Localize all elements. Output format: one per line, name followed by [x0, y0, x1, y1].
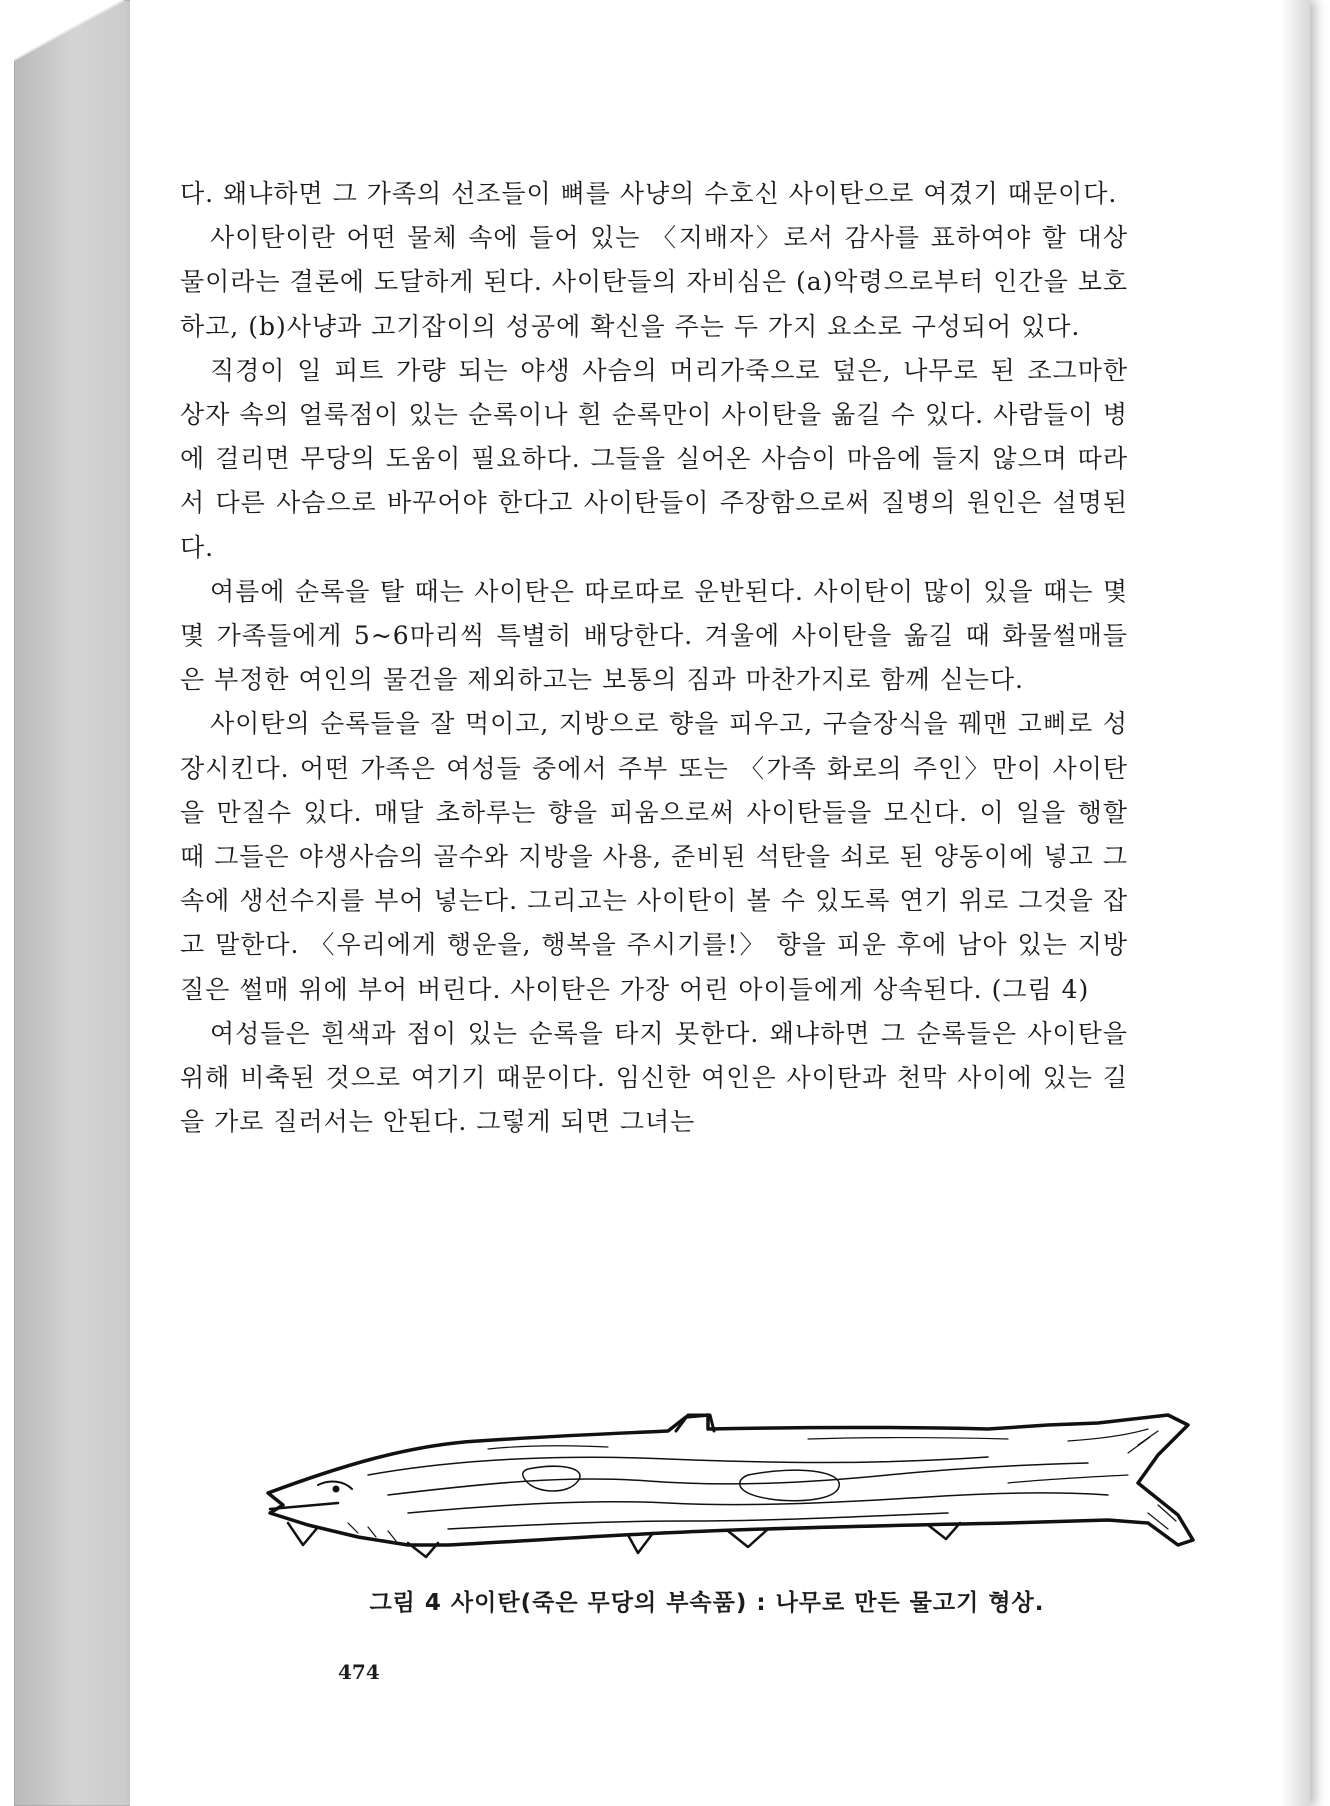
paragraph: 사이탄이란 어떤 물체 속에 들어 있는 〈지배자〉로서 감사를 표하여야 할 대상물이라는 결론에 도달하게 된다. 사이탄들의 자비심은 (a)악령으로부터 인간을 보호하고, (b)사냥과 고기잡이의 성공에 확신을 주는 두 가지 요소로 구성되어 있다. — [180, 223, 1128, 341]
paragraph: 여름에 순록을 탈 때는 사이탄은 따로따로 운반된다. 사이탄이 많이 있을 때는 몇몇 가족들에게 5~6마리씩 특별히 배당한다. 겨울에 사이탄을 옮길 때 화물썰매들은 부정한 여인의 물건을 제외하고는 보통의 짐과 마찬가지로 함께 싣는다. — [180, 576, 1128, 695]
wooden-fish-illustration — [108, 1405, 1278, 1565]
paragraph: 사이탄의 순록들을 잘 먹이고, 지방으로 향을 피우고, 구슬장식을 꿰맨 고삐로 성장시킨다. 어떤 가족은 여성들 중에서 주부 또는 〈가족 화로의 주인〉만이 사이탄을 만질수 있다. 매달 초하루는 향을 피움으로써 사이탄들을 모신다. 이 일을 행할 때 그들은 야생사슴의 골수와 지방을 사용, 준비된 석탄을 쇠로 된 양동이에 넣고 그 속에 생선수지를 부어 넣는다. 그리고는 사이탄이 볼 수 있도록 연기 위로 그것을 잡고 말한다. 〈우리에게 행운을, 행복을 주시기를!〉 향을 피운 후에 남아 있는 지방질은 썰매 위에 부어 버린다. 사이탄은 가장 어린 아이들에게 상속된다. (그림 4) — [180, 709, 1128, 1004]
paragraph: 다. 왜냐하면 그 가족의 선조들이 뼈를 사냥의 수호신 사이탄으로 여겼기 때문이다. — [180, 179, 1118, 208]
page-number: 474 — [338, 1660, 380, 1684]
figure-caption: 그림 4 사이탄(죽은 무당의 부속품) : 나무로 만든 물고기 형상. — [369, 1590, 1045, 1616]
paragraph: 여성들은 흰색과 점이 있는 순록을 타지 못한다. 왜냐하면 그 순록들은 사이탄을 위해 비축된 것으로 여기기 때문이다. 임신한 여인은 사이탄과 천막 사이에 있는 길을 가로 질러서는 안된다. 그렇게 되면 그녀는 — [180, 1018, 1128, 1137]
page-edge-shadow — [1280, 0, 1310, 1806]
body-text — [180, 172, 1128, 1144]
paragraph: 직경이 일 피트 가량 되는 야생 사슴의 머리가죽으로 덮은, 나무로 된 조그마한 상자 속의 얼룩점이 있는 순록이나 흰 순록만이 사이탄을 옮길 수 있다. 사람들이 병에 걸리면 무당의 도움이 필요하다. 그들을 실어온 사슴이 마음에 들지 않으며 따라서 다른 사슴으로 바꾸어야 한다고 사이탄들이 주장함으로써 질병의 원인은 설명된다. — [180, 355, 1128, 562]
